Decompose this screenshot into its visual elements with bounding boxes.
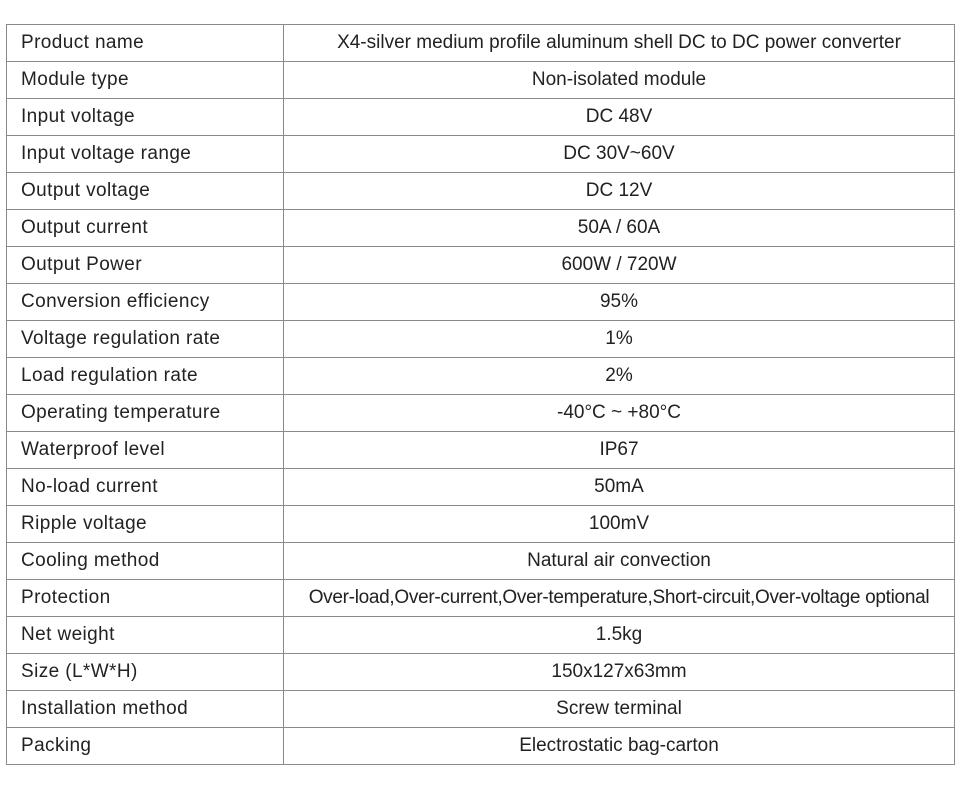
spec-row-output-current [7, 210, 955, 247]
spec-label: Output Power [7, 247, 284, 284]
spec-label: Output voltage [7, 173, 284, 210]
spec-value: DC 12V [284, 173, 955, 210]
spec-value: X4-silver medium profile aluminum shell DC to DC power converter [284, 25, 955, 62]
spec-row-size [7, 654, 955, 691]
spec-value: Over-load,Over-current,Over-temperature,Short-circuit,Over-voltage optional [284, 580, 955, 617]
spec-label: Module type [7, 62, 284, 99]
spec-label: Installation method [7, 691, 284, 728]
spec-row-packing [7, 728, 955, 765]
spec-label: Packing [7, 728, 284, 765]
spec-row-protection [7, 580, 955, 617]
spec-label: Cooling method [7, 543, 284, 580]
spec-row-input-voltage [7, 99, 955, 136]
spec-row-no-load-current [7, 469, 955, 506]
spec-label: Waterproof level [7, 432, 284, 469]
spec-row-operating-temperature [7, 395, 955, 432]
spec-value: 600W / 720W [284, 247, 955, 284]
spec-row-output-power [7, 247, 955, 284]
spec-value: 100mV [284, 506, 955, 543]
spec-label: Input voltage range [7, 136, 284, 173]
spec-value: 2% [284, 358, 955, 395]
spec-label: Load regulation rate [7, 358, 284, 395]
spec-row-output-voltage [7, 173, 955, 210]
spec-value: 1% [284, 321, 955, 358]
spec-value: 150x127x63mm [284, 654, 955, 691]
spec-label: Output current [7, 210, 284, 247]
spec-row-module-type [7, 62, 955, 99]
spec-row-voltage-regulation-rate [7, 321, 955, 358]
spec-value: DC 30V~60V [284, 136, 955, 173]
spec-row-installation-method [7, 691, 955, 728]
spec-label: Size (L*W*H) [7, 654, 284, 691]
spec-label: Ripple voltage [7, 506, 284, 543]
spec-value: 50A / 60A [284, 210, 955, 247]
spec-label: Product name [7, 25, 284, 62]
spec-value: 50mA [284, 469, 955, 506]
spec-row-conversion-efficiency [7, 284, 955, 321]
spec-value: Non-isolated module [284, 62, 955, 99]
spec-label: Operating temperature [7, 395, 284, 432]
spec-value: IP67 [284, 432, 955, 469]
spec-value: Electrostatic bag-carton [284, 728, 955, 765]
spec-value: Screw terminal [284, 691, 955, 728]
spec-label: Voltage regulation rate [7, 321, 284, 358]
spec-label: Net weight [7, 617, 284, 654]
spec-row-cooling-method [7, 543, 955, 580]
spec-value: 1.5kg [284, 617, 955, 654]
spec-table [6, 24, 955, 765]
spec-row-net-weight [7, 617, 955, 654]
spec-value: Natural air convection [284, 543, 955, 580]
spec-row-waterproof-level [7, 432, 955, 469]
spec-row-ripple-voltage [7, 506, 955, 543]
spec-label: No-load current [7, 469, 284, 506]
spec-row-product-name [7, 25, 955, 62]
spec-value: DC 48V [284, 99, 955, 136]
spec-value: -40°C ~ +80°C [284, 395, 955, 432]
spec-label: Protection [7, 580, 284, 617]
spec-row-input-voltage-range [7, 136, 955, 173]
spec-label: Conversion efficiency [7, 284, 284, 321]
spec-value: 95% [284, 284, 955, 321]
spec-row-load-regulation-rate [7, 358, 955, 395]
spec-label: Input voltage [7, 99, 284, 136]
